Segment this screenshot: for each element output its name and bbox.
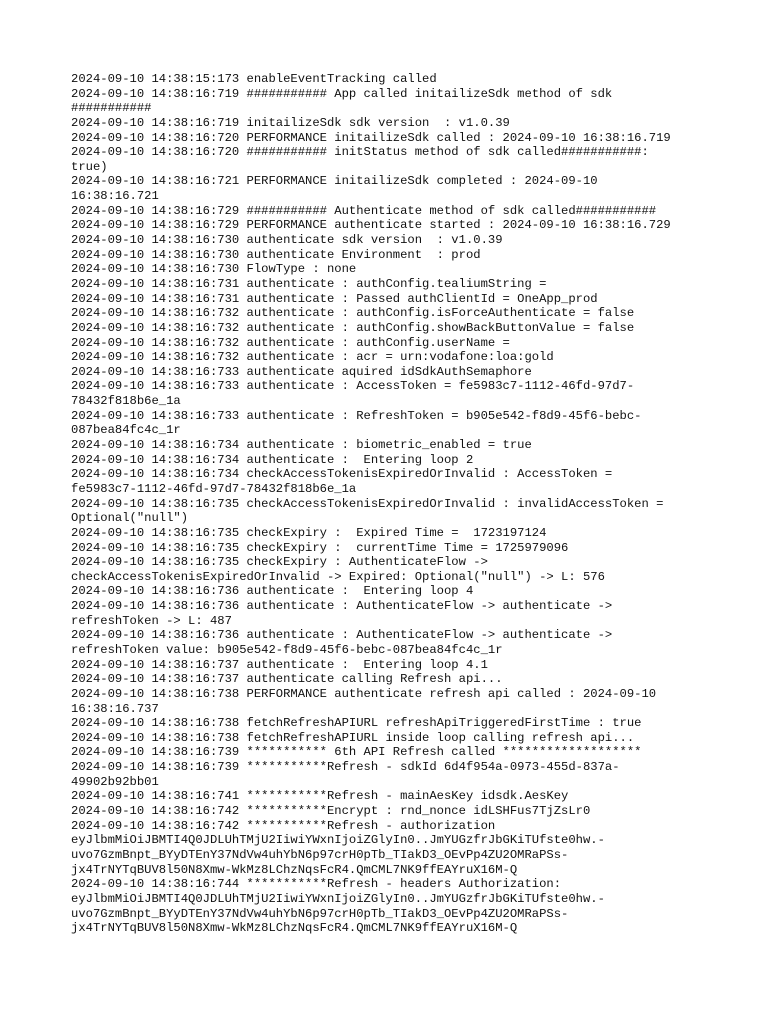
- log-line: 2024-09-10 14:38:15:173 enableEventTracking called: [71, 72, 437, 86]
- log-line: 2024-09-10 14:38:16:736 authenticate : AuthenticateFlow -> authenticate ->: [71, 628, 613, 643]
- log-line: 2024-09-10 14:38:16:729 PERFORMANCE authenticate started : 2024-09-10 16:38:16.729: [71, 218, 671, 233]
- log-line: Optional("null"): [71, 511, 189, 526]
- log-line: 2024-09-10 14:38:16:735 checkExpiry : Expired Time = 1723197124: [71, 525, 547, 540]
- log-line: uvo7GzmBnpt_BYyDTEnY37NdVw4uhYbN6p97crH0pTb_TIakD3_OEvPp4ZU2OMRaPSs-: [71, 847, 569, 862]
- log-line: 2024-09-10 14:38:16:733 authenticate : AccessToken = fe5983c7-1112-46fd-97d7-: [71, 379, 635, 394]
- log-line: uvo7GzmBnpt_BYyDTEnY37NdVw4uhYbN6p97crH0pTb_TIakD3_OEvPp4ZU2OMRaPSs-: [71, 906, 569, 921]
- log-line: 087bea84fc4c_1r: [71, 423, 181, 438]
- log-line: 2024-09-10 14:38:16:738 fetchRefreshAPIURL refreshApiTriggeredFirstTime : true: [71, 716, 642, 731]
- log-line: 2024-09-10 14:38:16:719 ########### App called initailizeSdk method of sdk: [71, 86, 613, 101]
- log-line: 2024-09-10 14:38:16:729 ########### Authenticate method of sdk called###########: [71, 203, 657, 218]
- log-line: 2024-09-10 14:38:16:720 PERFORMANCE initailizeSdk called : 2024-09-10 16:38:16.719: [71, 130, 671, 145]
- log-line: 2024-09-10 14:38:16:742 ***********Encrypt : rnd_nonce idLSHFus7TjZsLr0: [71, 804, 591, 819]
- log-line: 16:38:16.721: [71, 189, 159, 204]
- log-line: 2024-09-10 14:38:16:733 authenticate aquired idSdkAuthSemaphore: [71, 364, 532, 379]
- log-line: 16:38:16.737: [71, 701, 159, 716]
- log-line: 2024-09-10 14:38:16:744 ***********Refresh - headers Authorization:: [71, 877, 562, 892]
- log-line: 2024-09-10 14:38:16:730 authenticate Environment : prod: [71, 247, 481, 262]
- log-line: 2024-09-10 14:38:16:721 PERFORMANCE initailizeSdk completed : 2024-09-10: [71, 174, 598, 189]
- log-line: 2024-09-10 14:38:16:734 checkAccessTokenisExpiredOrInvalid : AccessToken =: [71, 467, 613, 482]
- log-line: 2024-09-10 14:38:16:719 initailizeSdk sdk version : v1.0.39: [71, 115, 510, 130]
- log-line: 2024-09-10 14:38:16:735 checkAccessTokenisExpiredOrInvalid : invalidAccessToken =: [71, 496, 664, 511]
- log-line: 2024-09-10 14:38:16:730 authenticate sdk version : v1.0.39: [71, 233, 503, 248]
- log-line: jx4TrNYTqBUV8l50N8Xmw-WkMz8LChzNqsFcR4.QmCML7NK9ffEAYruX16M-Q: [71, 921, 518, 936]
- log-line: 2024-09-10 14:38:16:739 *********** 6th API Refresh called *******************: [71, 745, 642, 760]
- log-line: ###########: [71, 101, 152, 116]
- log-line: eyJlbmMiOiJBMTI4Q0JDLUhTMjU2IiwiYWxnIjoiZGlyIn0..JmYUGzfrJbGKiTUfste0hw.-: [71, 891, 605, 906]
- log-line: 2024-09-10 14:38:16:736 authenticate : Entering loop 4: [71, 584, 474, 599]
- log-line: 2024-09-10 14:38:16:742 ***********Refresh - authorization: [71, 818, 496, 833]
- log-line: 78432f818b6e_1a: [71, 394, 181, 409]
- log-line: 2024-09-10 14:38:16:741 ***********Refresh - mainAesKey idsdk.AesKey: [71, 789, 569, 804]
- log-line: eyJlbmMiOiJBMTI4Q0JDLUhTMjU2IiwiYWxnIjoiZGlyIn0..JmYUGzfrJbGKiTUfste0hw.-: [71, 833, 605, 848]
- log-line: 2024-09-10 14:38:16:739 ***********Refresh - sdkId 6d4f954a-0973-455d-837a-: [71, 760, 620, 775]
- log-line: 2024-09-10 14:38:16:737 authenticate calling Refresh api...: [71, 672, 503, 687]
- log-line: 2024-09-10 14:38:16:734 authenticate : biometric_enabled = true: [71, 438, 532, 453]
- log-line: 2024-09-10 14:38:16:738 PERFORMANCE authenticate refresh api called : 2024-09-10: [71, 686, 657, 701]
- log-line: 2024-09-10 14:38:16:736 authenticate : AuthenticateFlow -> authenticate ->: [71, 599, 613, 614]
- log-line: refreshToken value: b905e542-f8d9-45f6-bebc-087bea84fc4c_1r: [71, 642, 503, 657]
- log-line: true): [71, 159, 108, 174]
- log-line: fe5983c7-1112-46fd-97d7-78432f818b6e_1a: [71, 481, 357, 496]
- log-line: 49902b92bb01: [71, 774, 159, 789]
- log-line: 2024-09-10 14:38:16:733 authenticate : RefreshToken = b905e542-f8d9-45f6-bebc-: [71, 408, 642, 423]
- log-line: 2024-09-10 14:38:16:730 FlowType : none: [71, 262, 357, 277]
- log-text-block: [71, 72, 711, 936]
- log-line: 2024-09-10 14:38:16:738 fetchRefreshAPIURL inside loop calling refresh api...: [71, 730, 635, 745]
- log-line: 2024-09-10 14:38:16:735 checkExpiry : currentTime Time = 1725979096: [71, 540, 569, 555]
- log-line: checkAccessTokenisExpiredOrInvalid -> Expired: Optional("null") -> L: 576: [71, 569, 605, 584]
- log-line: 2024-09-10 14:38:16:732 authenticate : authConfig.isForceAuthenticate = false: [71, 306, 635, 321]
- log-line: 2024-09-10 14:38:16:720 ########### initStatus method of sdk called###########:: [71, 145, 649, 160]
- log-line: 2024-09-10 14:38:16:734 authenticate : Entering loop 2: [71, 452, 474, 467]
- log-line: 2024-09-10 14:38:16:737 authenticate : Entering loop 4.1: [71, 657, 488, 672]
- log-line: 2024-09-10 14:38:16:731 authenticate : Passed authClientId = OneApp_prod: [71, 291, 598, 306]
- log-line: jx4TrNYTqBUV8l50N8Xmw-WkMz8LChzNqsFcR4.QmCML7NK9ffEAYruX16M-Q: [71, 862, 518, 877]
- log-line: 2024-09-10 14:38:16:732 authenticate : authConfig.userName =: [71, 335, 510, 350]
- log-line: 2024-09-10 14:38:16:735 checkExpiry : AuthenticateFlow ->: [71, 555, 488, 570]
- log-line: 2024-09-10 14:38:16:731 authenticate : authConfig.tealiumString =: [71, 276, 547, 291]
- log-line: 2024-09-10 14:38:16:732 authenticate : authConfig.showBackButtonValue = false: [71, 320, 635, 335]
- log-line: refreshToken -> L: 487: [71, 613, 232, 628]
- log-line: 2024-09-10 14:38:16:732 authenticate : acr = urn:vodafone:loa:gold: [71, 350, 554, 365]
